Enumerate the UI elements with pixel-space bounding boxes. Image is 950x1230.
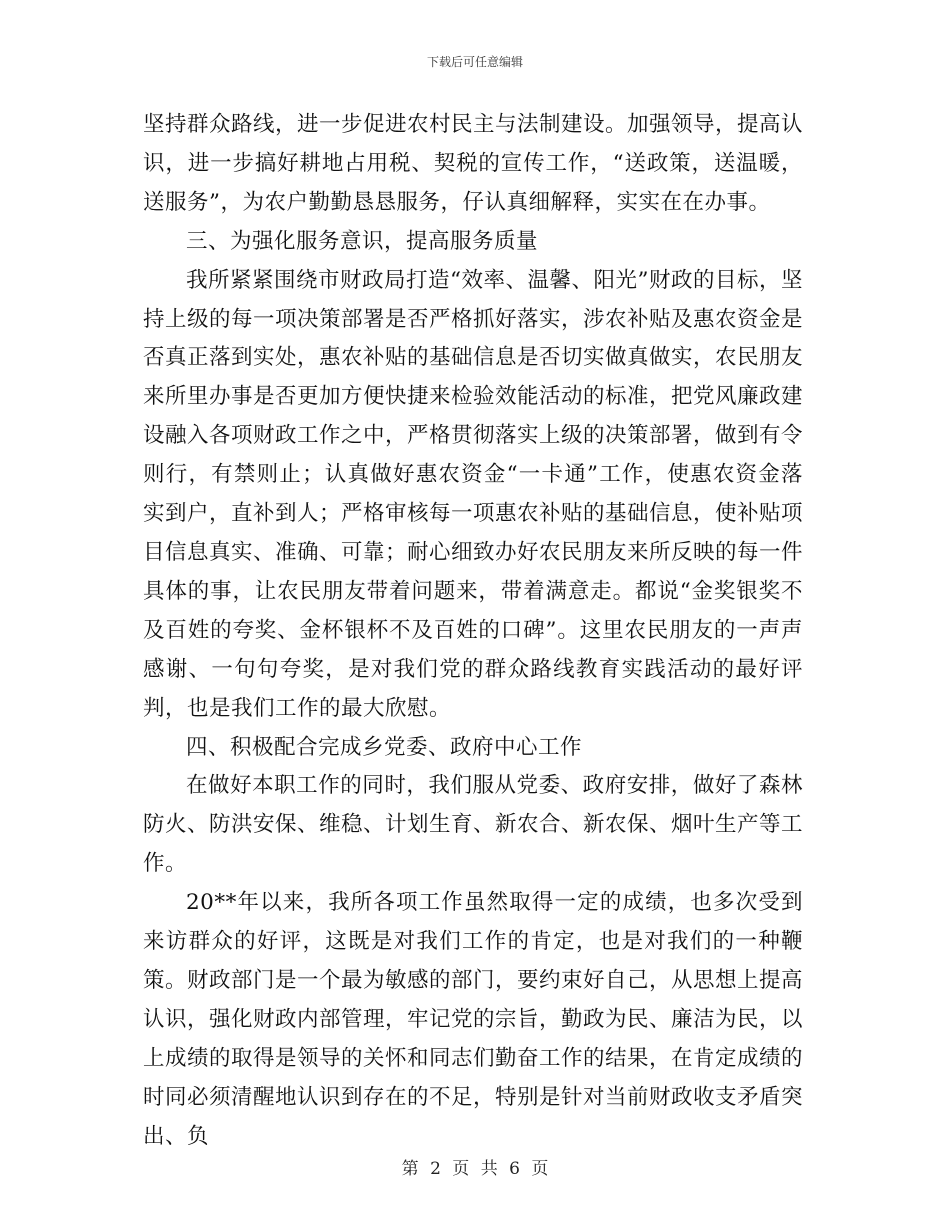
paragraph: 我所紧紧围绕市财政局打造“效率、温馨、阳光”财政的目标，坚持上级的每一项决策部署是否严格抓好落实，涉农补贴及惠农资金是否真正落到实处，惠农补贴的基础信息是否切实做真做实，农民朋友来所里办事是否更加方便快捷来检验效能活动的标准，把党风廉政建设融入各项财政工作之中，严格贯彻落实上级的决策部署，做到有令则行，有禁则止；认真做好惠农资金“一卡通”工作，使惠农资金落实到户，直补到人；严格审核每一项惠农补贴的基础信息，使补贴项目信息真实、准确、可靠；耐心细致办好农民朋友来所反映的每一件具体的事，让农民朋友带着问题来，带着满意走。都说“金奖银奖不及百姓的夸奖、金杯银杯不及百姓的口碑”。这里农民朋友的一声声感谢、一句句夸奖，是对我们党的群众路线教育实践活动的最好评判，也是我们工作的最大欣慰。 (143, 267, 804, 721)
page-header: 下载后可任意编辑 (426, 55, 523, 69)
document-body (143, 106, 803, 1156)
page-footer: 第 2 页 共 6 页 (401, 1159, 549, 1179)
section-heading-3: 三、为强化服务意识，提高服务质量 (186, 228, 539, 254)
paragraph-continued: 坚持群众路线，进一步促进农村民主与法制建设。加强领导，提高认识，进一步搞好耕地占用税、契税的宣传工作，“送政策，送温暖，送服务”，为农户勤勤恳恳服务，仔认真细解释，实实在在办事。 (143, 112, 804, 215)
paragraph: 在做好本职工作的同时，我们服从党委、政府安排，做好了森林防火、防洪安保、维稳、计划生育、新农合、新农保、烟叶生产等工作。 (143, 773, 804, 877)
paragraph: 20**年以来，我所各项工作虽然取得一定的成绩，也多次受到来访群众的好评，这既是对我们工作的肯定，也是对我们的一种鞭策。财政部门是一个最为敏感的部门，要约束好自己，从思想上提高认识，强化财政内部管理，牢记党的宗旨，勤政为民、廉洁为民，以上成绩的取得是领导的关怀和同志们勤奋工作的结果，在肯定成绩的时同必须清醒地认识到存在的不足，特别是针对当前财政收支矛盾突出、负 (143, 890, 804, 1149)
section-heading-4: 四、积极配合完成乡党委、政府中心工作 (186, 734, 583, 760)
